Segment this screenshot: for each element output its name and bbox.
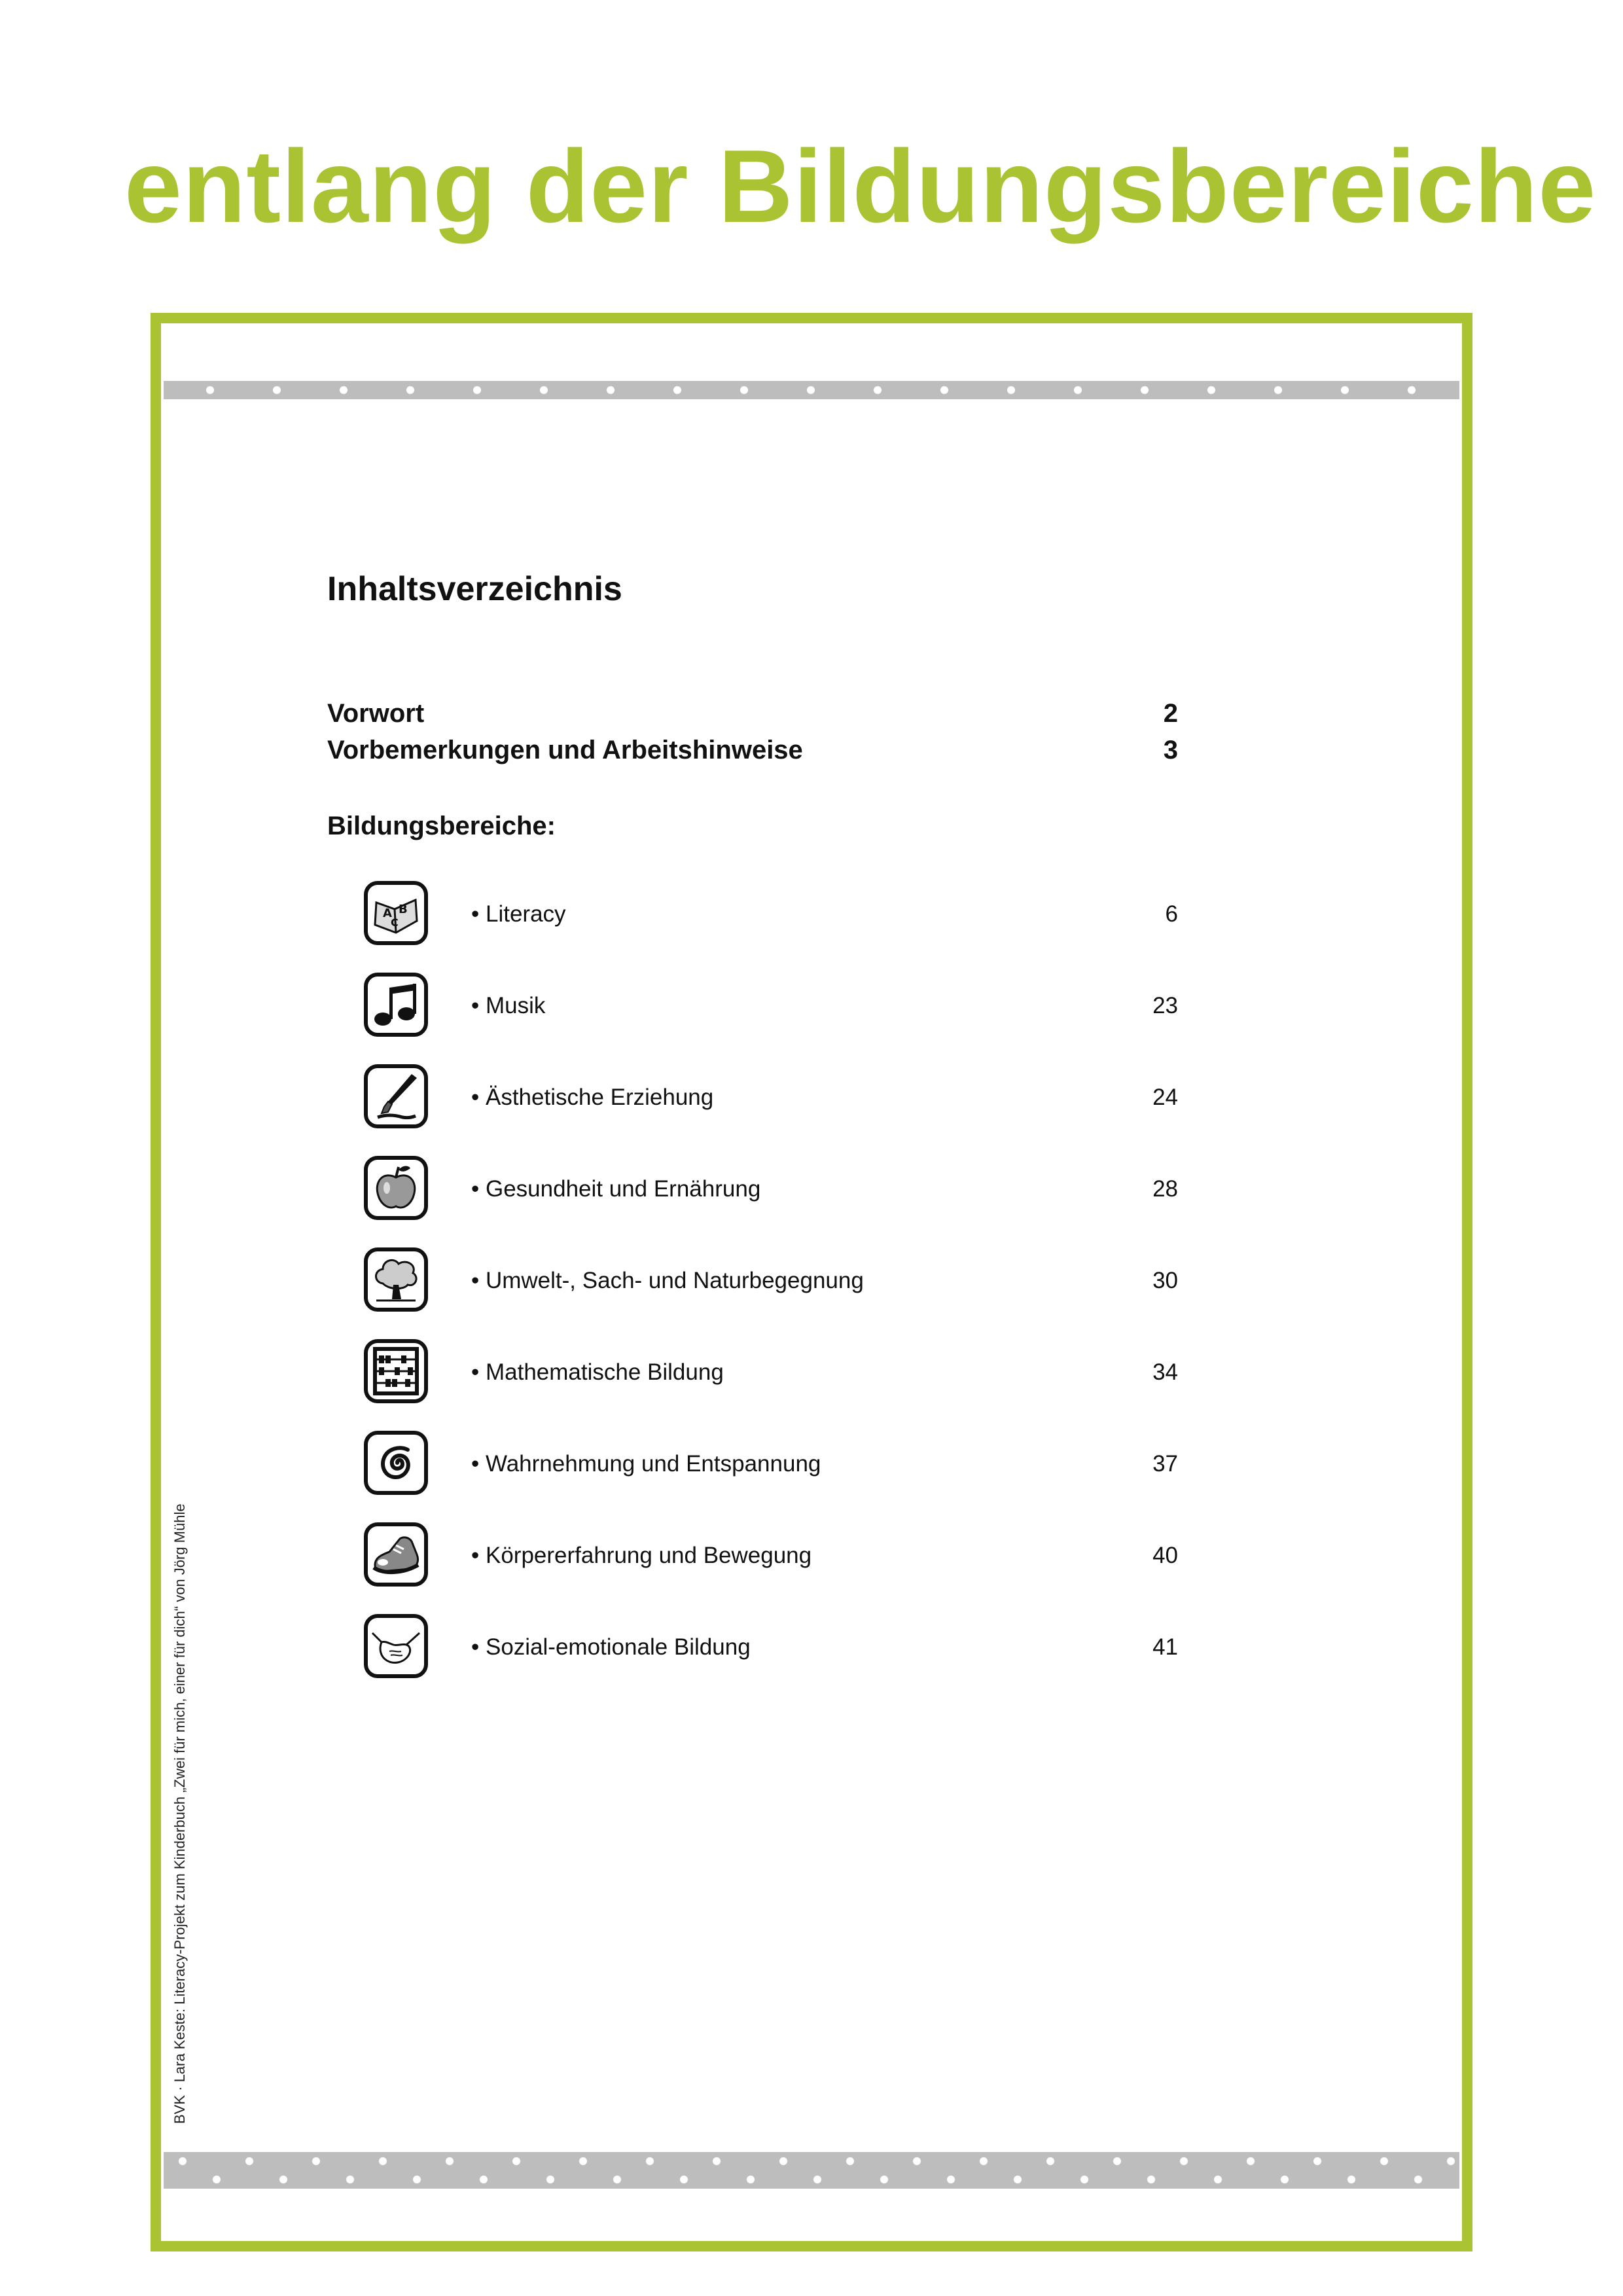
toc-entry-page: 28 <box>1152 1176 1178 1202</box>
music-note-icon <box>363 972 429 1037</box>
toc-entry-koerpererfahrung[interactable] <box>363 1522 1178 1594</box>
toc-entry-label: • Ästhetische Erziehung <box>471 1085 714 1110</box>
sneaker-icon <box>363 1522 429 1587</box>
toc-entry-page: 30 <box>1152 1268 1178 1293</box>
toc-entry-page: 40 <box>1152 1543 1178 1568</box>
svg-text:C: C <box>391 916 399 929</box>
toc-entry-page: 41 <box>1152 1634 1178 1660</box>
paintbrush-icon <box>363 1064 429 1129</box>
toc-entry-label: • Mathematische Bildung <box>471 1359 724 1385</box>
toc-entry-musik[interactable] <box>363 972 1178 1044</box>
toc-title: Inhaltsverzeichnis <box>327 570 622 608</box>
svg-text:B: B <box>399 903 408 916</box>
abc-book-icon <box>363 880 429 946</box>
dotted-stripe-top <box>164 381 1459 399</box>
toc-entry-page: 6 <box>1165 901 1178 927</box>
toc-entry-label: • Umwelt-, Sach- und Naturbegegnung <box>471 1268 864 1293</box>
toc-entry-label: Vorbemerkungen und Arbeitshinweise <box>327 736 803 764</box>
page-headline: entlang der Bildungsbereiche <box>124 129 1597 244</box>
side-credit-line: BVK · Lara Keste: Literacy-Projekt zum Kinderbuch „Zwei für mich, einer für dich“ von Jörg Mühle <box>171 1503 188 2124</box>
toc-entry-label: • Gesundheit und Ernährung <box>471 1176 761 1202</box>
toc-entry-page: 3 <box>1163 736 1178 764</box>
section-heading: Bildungsbereiche: <box>327 812 556 840</box>
abacus-icon <box>363 1338 429 1404</box>
spiral-icon <box>363 1430 429 1496</box>
toc-entry-page: 2 <box>1163 699 1178 728</box>
toc-entry-sozial-emotional[interactable] <box>363 1613 1178 1685</box>
handshake-icon <box>363 1613 429 1679</box>
apple-icon <box>363 1155 429 1221</box>
toc-entry-vorwort[interactable] <box>327 699 1178 733</box>
toc-entry-umwelt[interactable] <box>363 1247 1178 1319</box>
toc-entry-aesthetische-erziehung[interactable] <box>363 1064 1178 1136</box>
toc-entry-page: 37 <box>1152 1451 1178 1477</box>
toc-entry-label: • Körpererfahrung und Bewegung <box>471 1543 812 1568</box>
tree-icon <box>363 1247 429 1312</box>
toc-entry-label: • Sozial-emotionale Bildung <box>471 1634 751 1660</box>
toc-entry-gesundheit[interactable] <box>363 1155 1178 1227</box>
svg-text:A: A <box>383 906 392 920</box>
toc-entry-page: 23 <box>1152 993 1178 1018</box>
toc-entry-label: • Wahrnehmung und Entspannung <box>471 1451 821 1477</box>
toc-entry-page: 24 <box>1152 1085 1178 1110</box>
toc-entry-label: Vorwort <box>327 699 425 728</box>
toc-entry-label: • Literacy <box>471 901 566 927</box>
toc-entry-vorbemerkungen[interactable] <box>327 736 1178 770</box>
toc-entry-mathematik[interactable] <box>363 1338 1178 1410</box>
toc-entry-literacy[interactable] <box>363 880 1178 952</box>
toc-entry-page: 34 <box>1152 1359 1178 1385</box>
dotted-stripe-bottom <box>164 2152 1459 2189</box>
toc-entry-label: • Musik <box>471 993 546 1018</box>
toc-entry-wahrnehmung[interactable] <box>363 1430 1178 1502</box>
